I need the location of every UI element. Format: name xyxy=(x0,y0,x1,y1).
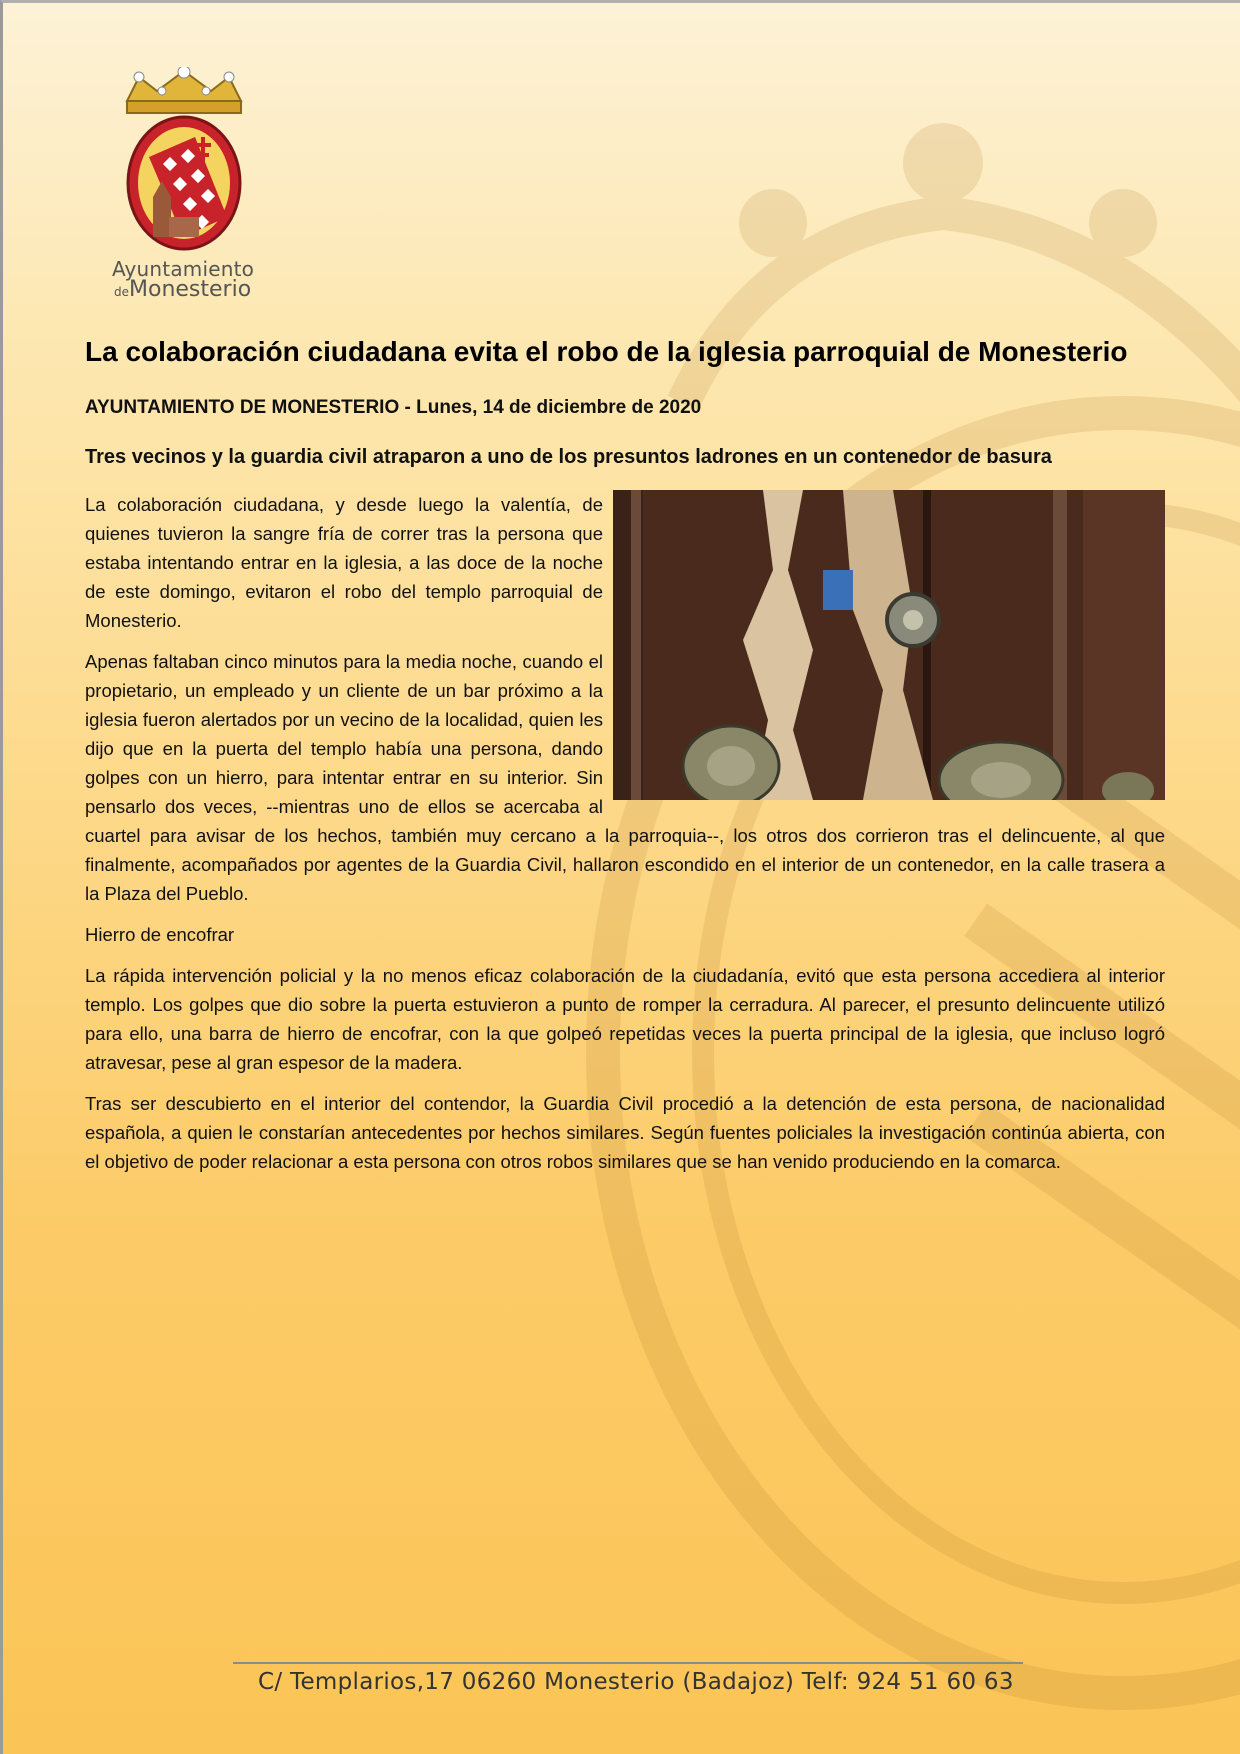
damaged-church-door-photo xyxy=(613,490,1165,800)
logo-prefix: de xyxy=(114,285,129,299)
article-paragraph: La colaboración ciudadana, y desde luego la valentía, de quienes tuvieron la sangre fría de correr tras la persona que estaba intentando entrar en la iglesia, a las doce de la noche de este domingo, evitaron el robo del templo parroquial de Monesterio. xyxy=(85,494,603,631)
coat-of-arms-icon xyxy=(117,67,251,257)
footer-divider xyxy=(233,1662,1023,1664)
article-paragraph: La rápida intervención policial y la no menos eficaz colaboración de la ciudadanía, evitó que esta persona accediera al interior templo. Los golpes que dio sobre la puerta estuvieron a punto de romper la cerradura. Al parecer, el presunto delincuente utilizó para ello, una barra de hierro de encofrar, con la que golpeó repetidas veces la puerta principal de la iglesia, que incluso logró atravesar, pese al gran espesor de la madera. xyxy=(85,965,1165,1073)
article-title: La colaboración ciudadana evita el robo de la iglesia parroquial de Monesterio xyxy=(85,336,1128,367)
article-paragraph: Tras ser descubierto en el interior del contendor, la Guardia Civil procedió a la detención de esta persona, de nacionalidad española, a quien le constarían antecedentes por hechos similares. Según fuentes policiales la investigación continúa abierta, con el objetivo de poder relacionar a esta persona con otros robos similares que se han venido produciendo en la comarca. xyxy=(85,1093,1165,1172)
article-body xyxy=(85,490,1165,1188)
footer-address: C/ Templarios,17 06260 Monesterio (Badajoz) Telf: 924 51 60 63 xyxy=(258,1669,1014,1695)
municipal-logo xyxy=(99,67,269,302)
article-paragraph: Apenas faltaban cinco minutos para la media noche, cuando el propietario, un empleado y un cliente de un bar próximo a la iglesia fueron alertados por un vecino de la localidad, quien les dijo que en la puerta del templo había una persona, dando golpes con un hierro, para intentar entrar en su interior. Sin pensarlo dos veces, --mientras uno de ellos se acercaba al cuartel para avisar de los hechos, también muy cercano a la parroquia--, los otros dos corrieron tras el delincuente, al que finalmente, acompañados por agentes de la Guardia Civil, hallaron escondido en el interior de un contenedor, en la calle trasera a la Plaza del Pueblo. xyxy=(85,651,1165,904)
article-subtitle: Tres vecinos y la guardia civil atraparon a uno de los presuntos ladrones en un contenedor de basura xyxy=(85,446,1052,468)
logo-town: Monesterio xyxy=(129,277,252,302)
logo-line2 xyxy=(114,277,251,302)
section-heading: Hierro de encofrar xyxy=(85,924,235,945)
article-byline: AYUNTAMIENTO DE MONESTERIO - Lunes, 14 de diciembre de 2020 xyxy=(85,397,702,418)
logo-line1: Ayuntamiento xyxy=(112,257,255,281)
